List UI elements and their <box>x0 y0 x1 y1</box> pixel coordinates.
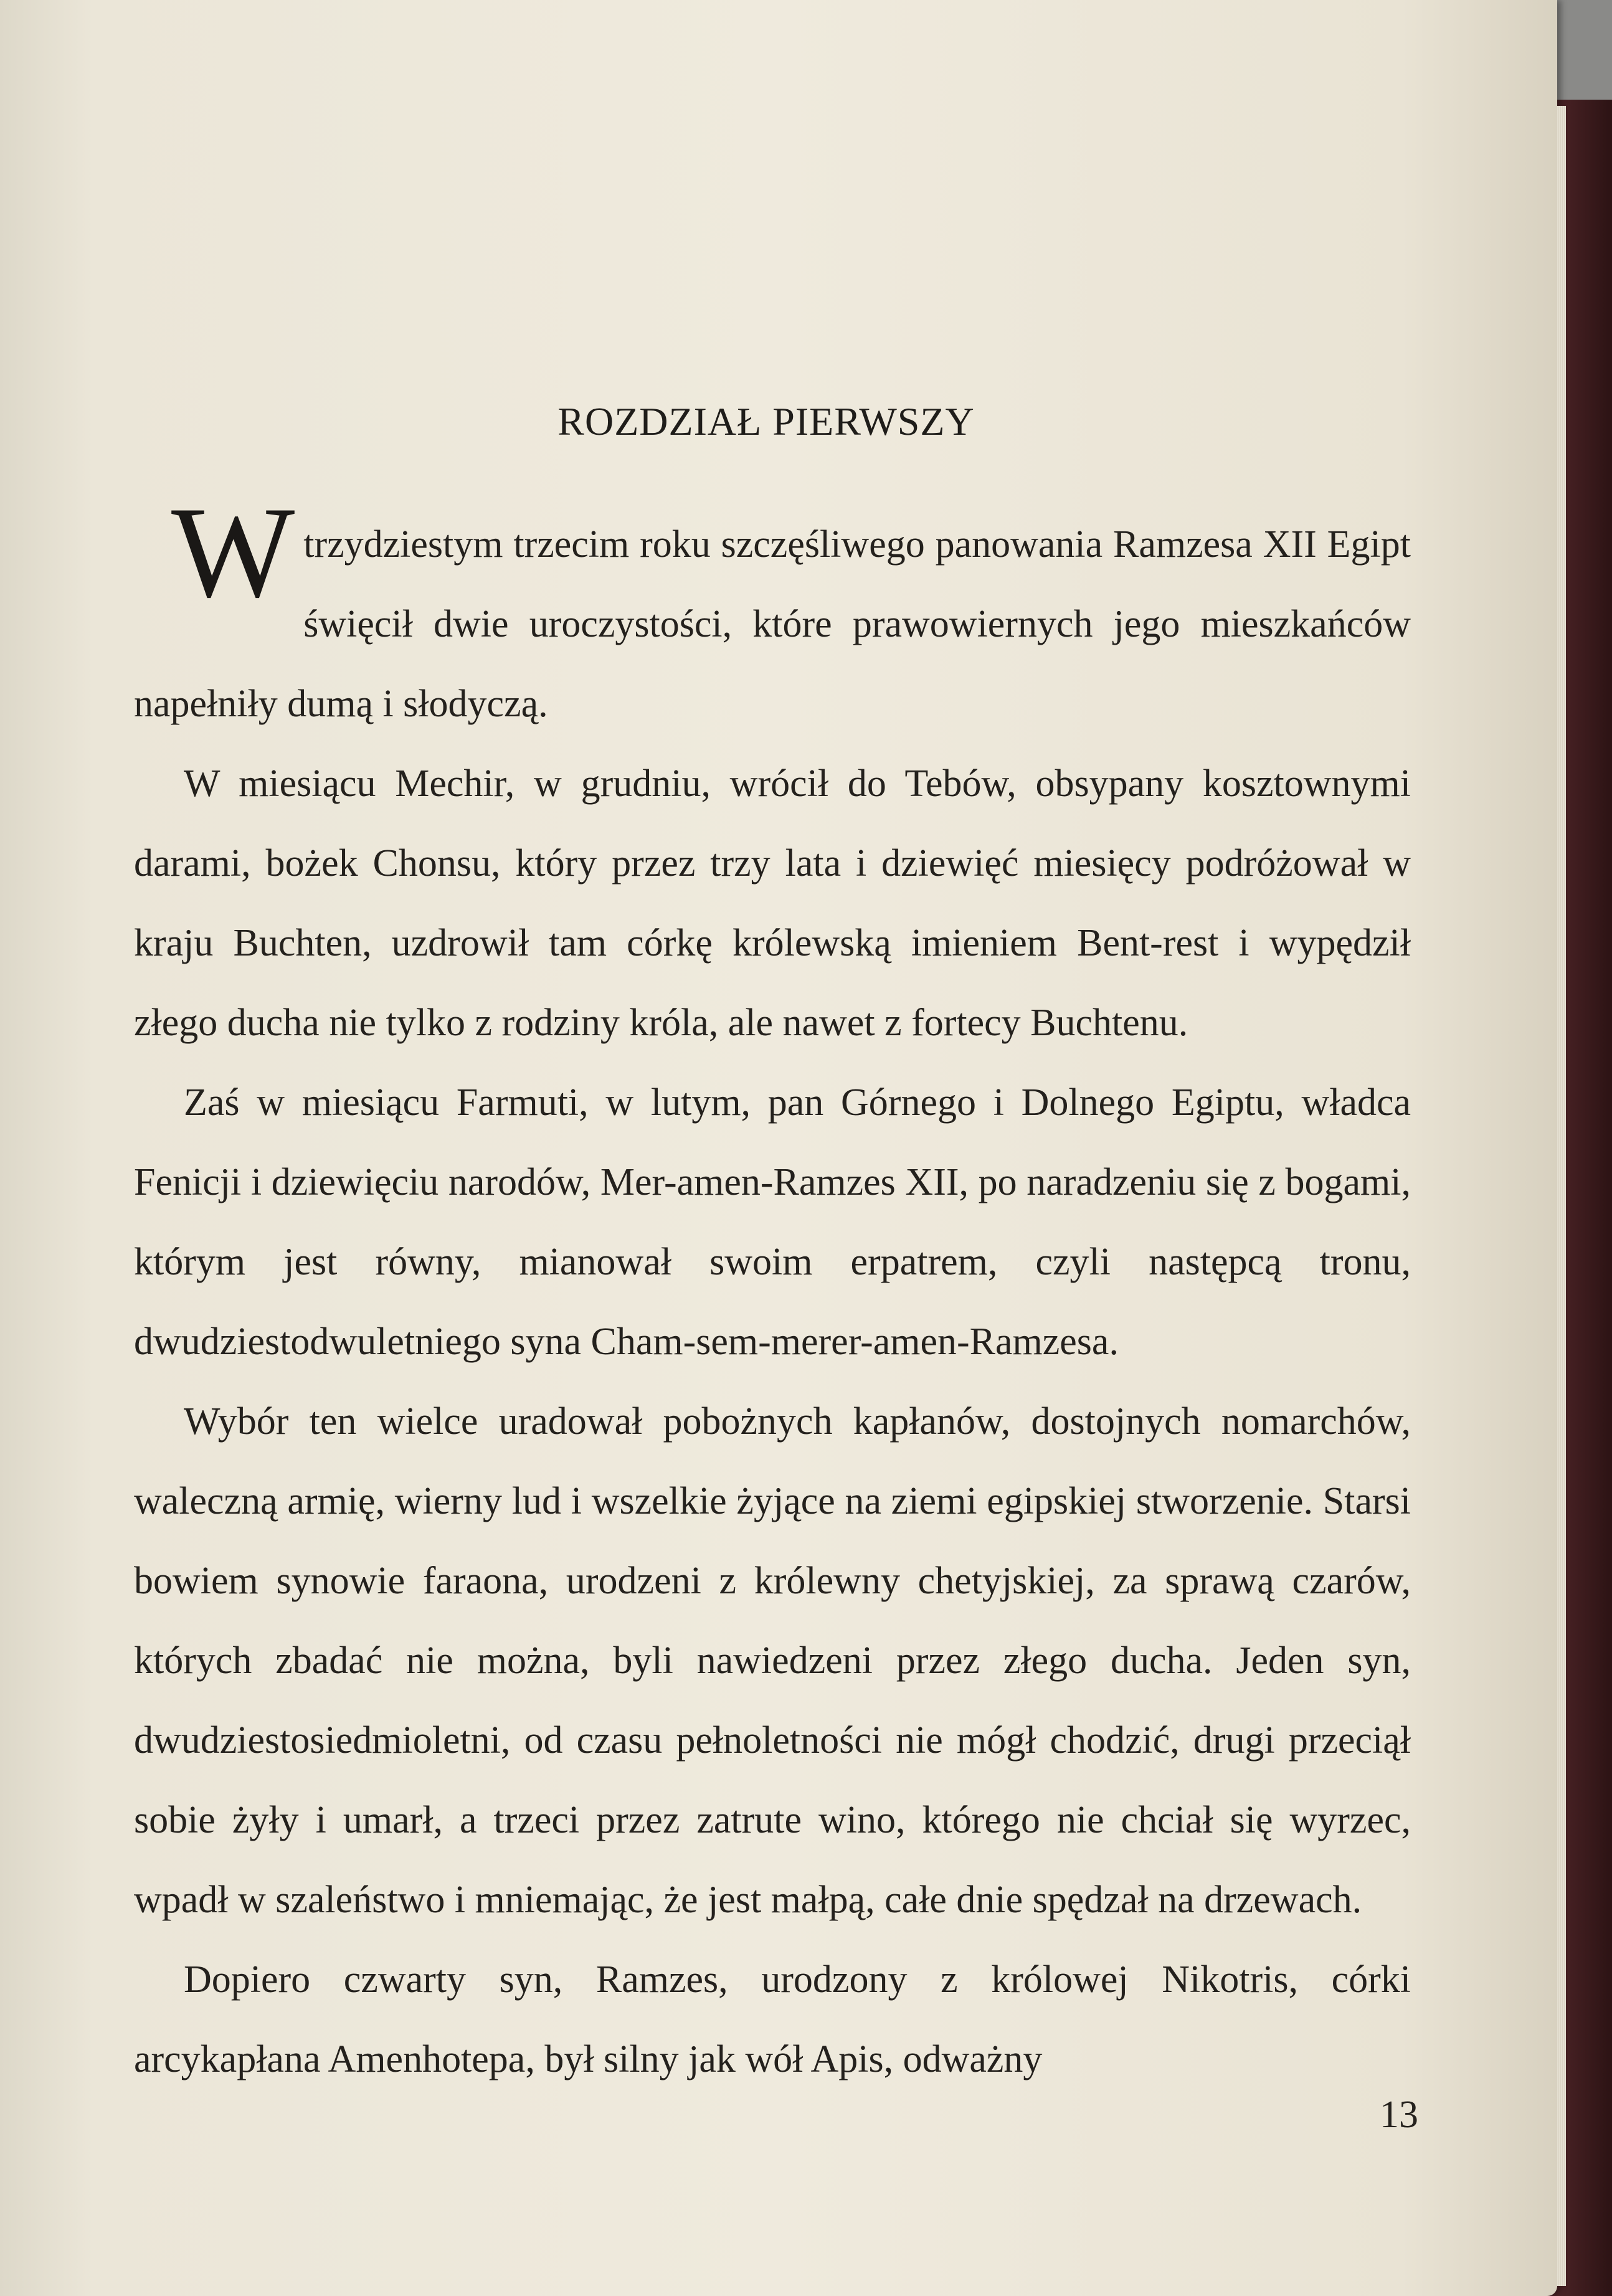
body-text <box>134 480 1411 2099</box>
page-edge <box>1557 106 1566 2286</box>
paragraph-2: W miesiącu Mechir, w grudniu, wrócił do Tebów, obsypany kosztownymi darami, bożek Chonsu, który przez trzy lata i dziewięć miesięcy podróżował w kraju Buchten, uzdrowił tam córkę królewską imieniem Bent-rest i wypędził złego ducha nie tylko z rodziny króla, ale nawet z fortecy Buchtenu. <box>134 762 1411 1044</box>
paragraph-4: Wybór ten wielce uradował pobożnych kapłanów, dostojnych nomarchów, waleczną armię, wierny lud i wszelkie żyjące na ziemi egipskiej stworzenie. Starsi bowiem synowie faraona, urodzeni z królewny chetyjskiej, za sprawą czarów, których zbadać nie można, byli nawiedzeni przez złego ducha. Jeden syn, dwudziestosiedmioletni, od czasu pełnoletności nie mógł chodzić, drugi przeciął sobie żyły i umarł, a trzeci przez zatrute wino, którego nie chciał się wyrzec, wpadł w szaleństwo i mniemając, że jest małpą, całe dnie spędzał na drzewach. <box>134 1400 1411 1921</box>
paragraph-3: Zaś w miesiącu Farmuti, w lutym, pan Górnego i Dolnego Egiptu, władca Fenicji i dziewięciu narodów, Mer-amen-Ramzes XII, po naradzeniu się z bogami, którym jest równy, mianował swoim erpatrem, czyli następcą tronu, dwudziestodwuletniego syna Cham-sem-merer-amen-Ramzesa. <box>134 1081 1411 1363</box>
chapter-title: ROZDZIAŁ PIERWSZY <box>557 399 975 444</box>
paragraph-1 <box>134 480 1411 744</box>
page-number: 13 <box>1380 2094 1418 2136</box>
paragraph-1-text: trzydziestym trzecim roku szczęśliwego panowania Ramzesa XII Egipt święcił dwie uroczystości, które prawowiernych jego mieszkańców napełniły dumą i słodyczą. <box>134 523 1411 725</box>
paragraph-5: Dopiero czwarty syn, Ramzes, urodzony z królowej Nikotris, córki arcykapłana Amenhotepa, był silny jak wół Apis, odważny <box>134 1958 1411 2080</box>
drop-cap: W <box>171 480 295 625</box>
